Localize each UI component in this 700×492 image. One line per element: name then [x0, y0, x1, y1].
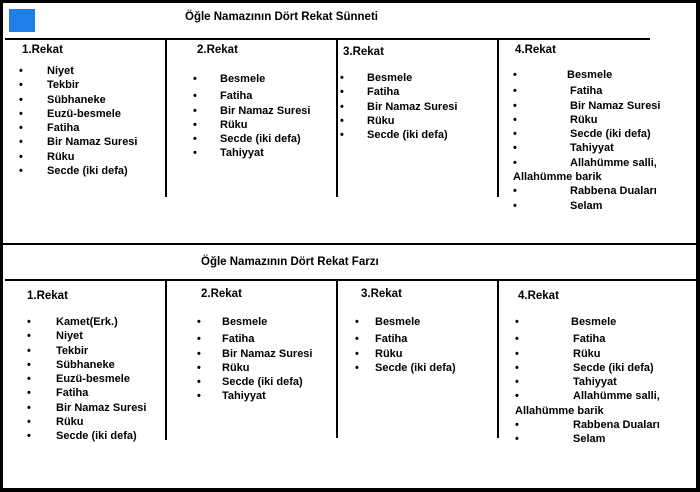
column-heading: 3.Rekat	[343, 46, 384, 58]
step-label: Fatiha	[570, 85, 603, 98]
step-label: Rüku	[573, 347, 601, 360]
step-label: Fatiha	[47, 122, 80, 135]
section-separator	[3, 243, 696, 245]
step-label: Allahümme salli,	[573, 390, 660, 403]
step-label: Tekbir	[56, 344, 89, 357]
step-label: Bir Namaz Suresi	[367, 100, 458, 113]
step-label: Rüku	[222, 361, 250, 374]
step-label: Euzü-besmele	[56, 373, 130, 386]
farz-title: Öğle Namazının Dört Rekat Farzı	[201, 256, 379, 268]
sunnet-title: Öğle Namazının Dört Rekat Sünneti	[185, 11, 378, 23]
sunnet-divider-3	[497, 39, 499, 197]
farz-divider-2	[336, 280, 338, 438]
step-label: Fatiha	[222, 333, 255, 346]
step-label: Allahümme barik	[513, 171, 602, 184]
step-label: Besmele	[367, 72, 413, 84]
step-label: Rüku	[47, 150, 75, 163]
step-label: Besmele	[222, 316, 268, 328]
step-label: Besmele	[220, 73, 266, 85]
step-label: Bir Namaz Suresi	[222, 347, 313, 360]
step-label: Fatiha	[56, 387, 89, 400]
step-label: Secde (iki defa)	[367, 129, 448, 142]
column-heading: 1.Rekat	[22, 44, 63, 56]
step-label: Tekbir	[47, 79, 80, 92]
step-label: Tahiyyat	[573, 376, 617, 389]
step-label: Selam	[570, 199, 603, 212]
step-label: Rabbena Duaları	[573, 419, 660, 432]
step-label: Besmele	[375, 316, 421, 328]
step-label: Secde (iki defa)	[222, 376, 303, 389]
step-label: Fatiha	[573, 333, 606, 346]
farz-divider-1	[165, 280, 167, 440]
step-label: Rüku	[220, 118, 248, 131]
sunnet-divider-2	[336, 39, 338, 197]
step-label: Besmele	[571, 316, 617, 328]
step-label: Besmele	[567, 69, 613, 81]
column-heading: 4.Rekat	[518, 290, 559, 302]
step-label: Tahiyyat	[220, 147, 264, 160]
step-label: Secde (iki defa)	[56, 430, 137, 443]
step-label: Fatiha	[220, 90, 253, 103]
step-label: Bir Namaz Suresi	[220, 104, 311, 117]
sunnet-divider-1	[165, 39, 167, 197]
document-sheet	[3, 3, 696, 488]
sunnet-top-rule	[5, 38, 650, 40]
step-label: Secde (iki defa)	[573, 361, 654, 374]
step-label: Rüku	[367, 114, 395, 127]
step-label: Fatiha	[375, 333, 408, 346]
step-label: Sübhaneke	[56, 358, 115, 371]
step-label: Bir Namaz Suresi	[570, 99, 661, 112]
column-heading: 3.Rekat	[361, 288, 402, 300]
step-label: Rüku	[375, 347, 403, 360]
step-label: Secde (iki defa)	[570, 128, 651, 141]
step-label: Bir Namaz Suresi	[47, 136, 138, 149]
step-label: Kamet(Erk.)	[56, 316, 118, 328]
column-heading: 2.Rekat	[197, 44, 238, 56]
step-label: Tahiyyat	[570, 142, 614, 155]
column-heading: 1.Rekat	[27, 290, 68, 302]
step-label: Secde (iki defa)	[47, 165, 128, 178]
column-heading: 2.Rekat	[201, 288, 242, 300]
step-label: Euzü-besmele	[47, 107, 121, 120]
step-label: Allahümme barik	[515, 404, 604, 417]
step-label: Bir Namaz Suresi	[56, 401, 147, 414]
farz-divider-3	[497, 280, 499, 438]
step-label: Secde (iki defa)	[220, 133, 301, 146]
step-label: Selam	[573, 433, 606, 446]
step-label: Secde (iki defa)	[375, 361, 456, 374]
step-label: Allahümme salli,	[570, 156, 657, 169]
step-label: Tahiyyat	[222, 390, 266, 403]
step-label: Niyet	[56, 330, 83, 343]
blue-square-icon	[9, 9, 35, 32]
step-label: Rüku	[56, 416, 84, 429]
step-label: Fatiha	[367, 86, 400, 99]
step-label: Sübhaneke	[47, 93, 106, 106]
step-label: Niyet	[47, 65, 74, 77]
column-heading: 4.Rekat	[515, 44, 556, 56]
step-label: Rabbena Duaları	[570, 185, 657, 198]
step-label: Rüku	[570, 113, 598, 126]
farz-top-rule	[5, 279, 696, 281]
